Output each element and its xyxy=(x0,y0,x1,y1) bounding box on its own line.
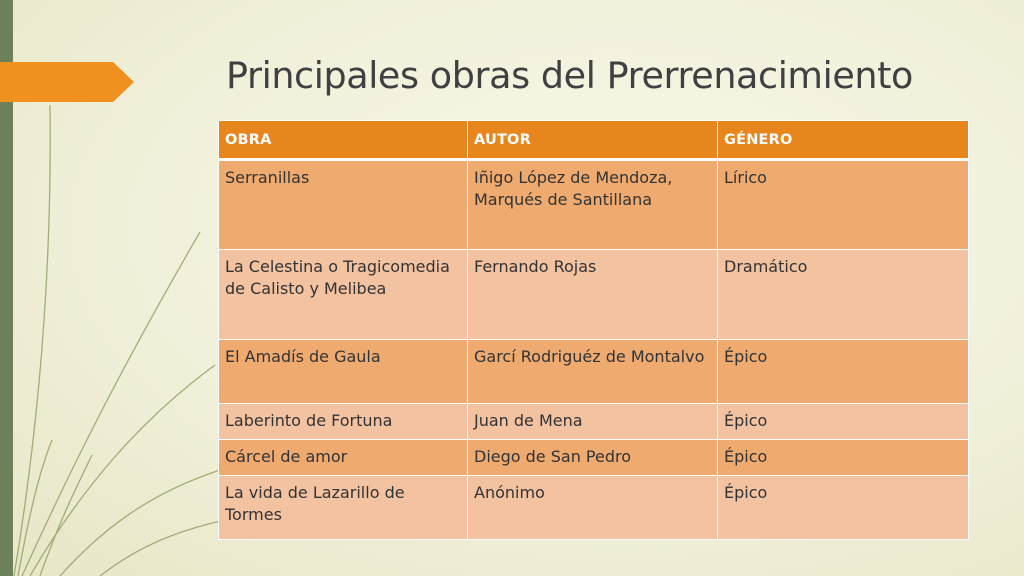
cell-obra: El Amadís de Gaula xyxy=(219,340,468,404)
table-row xyxy=(219,476,969,540)
cell-genero: Lírico xyxy=(718,160,969,250)
cell-autor: Anónimo xyxy=(468,476,718,540)
table-row xyxy=(219,340,969,404)
cell-genero: Épico xyxy=(718,476,969,540)
header-autor: AUTOR xyxy=(468,121,718,160)
table-header-row xyxy=(219,121,969,160)
cell-obra: La vida de Lazarillo de Tormes xyxy=(219,476,468,540)
cell-genero: Épico xyxy=(718,340,969,404)
table-row xyxy=(219,440,969,476)
works-table xyxy=(218,120,969,540)
cell-obra: Cárcel de amor xyxy=(219,440,468,476)
header-genero: GÉNERO xyxy=(718,121,969,160)
title-arrow-accent xyxy=(0,62,134,102)
cell-autor: Juan de Mena xyxy=(468,404,718,440)
cell-autor: Garcí Rodriguéz de Montalvo xyxy=(468,340,718,404)
cell-obra: Laberinto de Fortuna xyxy=(219,404,468,440)
cell-autor: Diego de San Pedro xyxy=(468,440,718,476)
cell-autor: Iñigo López de Mendoza, Marqués de Santillana xyxy=(468,160,718,250)
table-row xyxy=(219,404,969,440)
cell-genero: Épico xyxy=(718,404,969,440)
slide-title: Principales obras del Prerrenacimiento xyxy=(226,54,913,97)
cell-autor: Fernando Rojas xyxy=(468,250,718,340)
table-row xyxy=(219,250,969,340)
cell-obra: Serranillas xyxy=(219,160,468,250)
table-row xyxy=(219,160,969,250)
cell-genero: Dramático xyxy=(718,250,969,340)
cell-obra: La Celestina o Tragicomedia de Calisto y Melibea xyxy=(219,250,468,340)
cell-genero: Épico xyxy=(718,440,969,476)
header-obra: OBRA xyxy=(219,121,468,160)
